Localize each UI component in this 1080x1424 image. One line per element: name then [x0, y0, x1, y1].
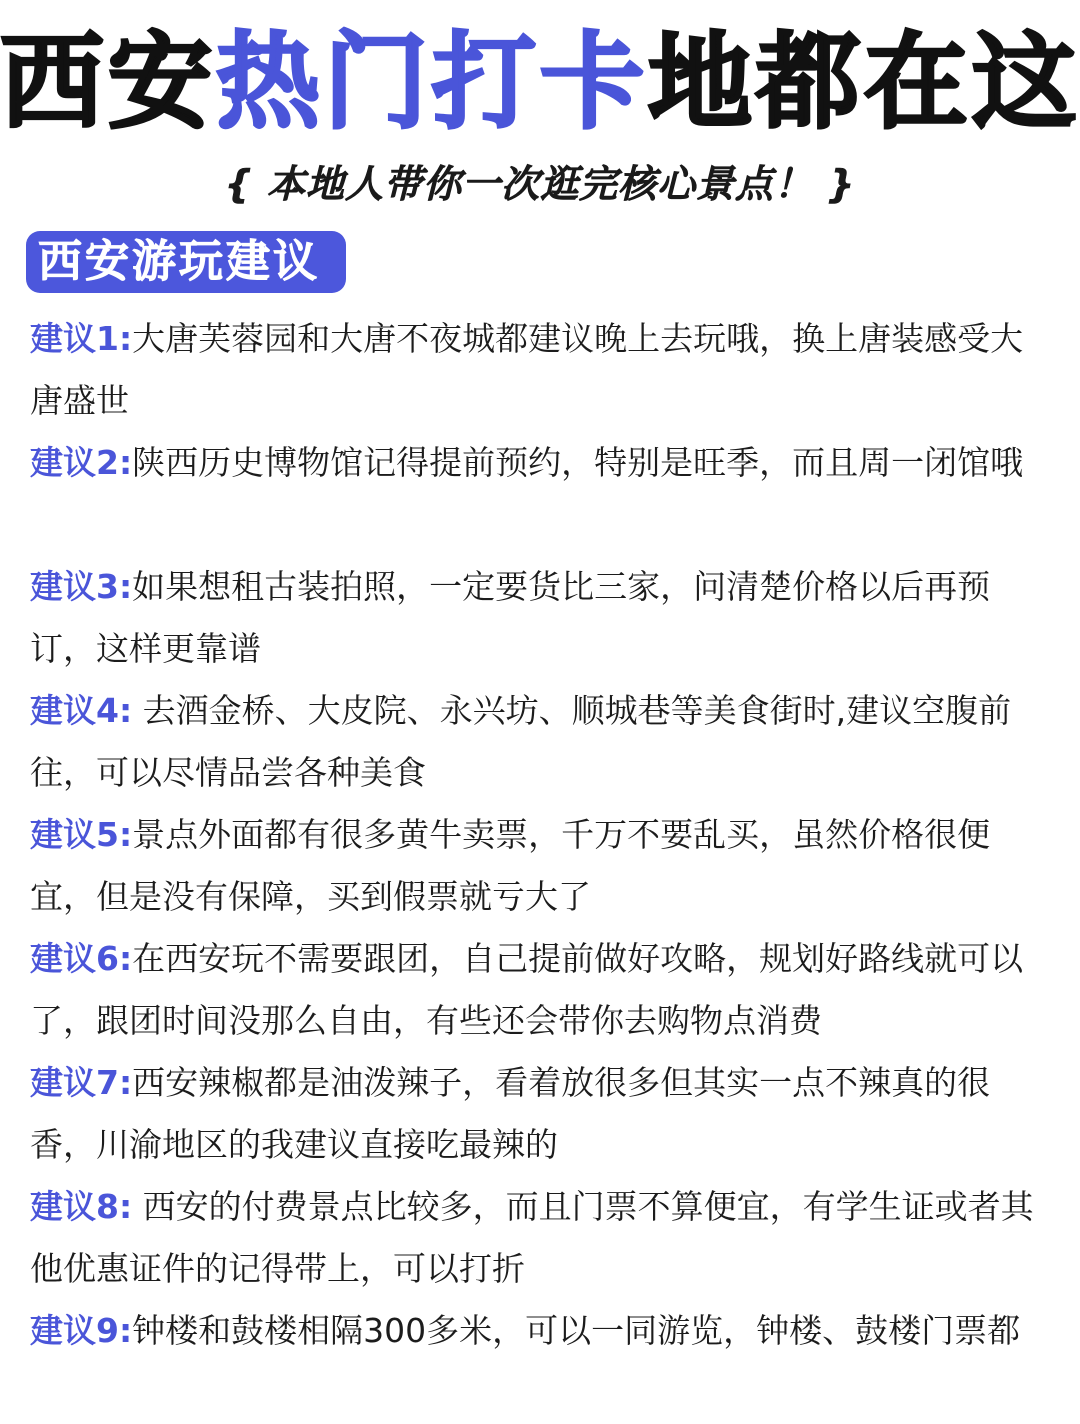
tip-label: 建议3:: [30, 567, 133, 606]
tip-item-4: [30, 680, 1050, 804]
tip-text: 钟楼和鼓楼相隔300多米，可以一同游览，钟楼、鼓楼门票都: [132, 1311, 1021, 1350]
tip-label: 建议4:: [30, 691, 133, 730]
tip-label: 建议5:: [30, 815, 133, 854]
tip-text: 如果想租古装拍照，一定要货比三家，问清楚价格以后再预订，这样更靠谱: [30, 567, 991, 668]
tip-text: 西安辣椒都是油泼辣子，看着放很多但其实一点不辣真的很香，川渝地区的我建议直接吃最辣的: [30, 1063, 991, 1164]
tip-label: 建议2:: [30, 443, 133, 482]
tip-item-7: [30, 1052, 1050, 1176]
tip-text: 去酒金桥、大皮院、永兴坊、顺城巷等美食街时,建议空腹前往，可以尽情品尝各种美食: [30, 691, 1012, 792]
tip-label: 建议8:: [30, 1187, 133, 1226]
tip-item-2: [30, 432, 1050, 556]
tip-text: 景点外面都有很多黄牛卖票，千万不要乱买，虽然价格很便宜，但是没有保障，买到假票就亏大了: [30, 815, 991, 916]
page-subtitle: { 本地人带你一次逛完核心景点！ }: [224, 162, 856, 206]
tips-list: [30, 308, 1050, 1424]
tip-text: 大唐芙蓉园和大唐不夜城都建议晚上去玩哦，换上唐装感受大唐盛世: [30, 319, 1024, 420]
tip-text: 陕西历史博物馆记得提前预约，特别是旺季，而且周一闭馆哦: [132, 443, 1024, 482]
title-part-3: 地都在这: [648, 21, 1080, 143]
tip-item-1: [30, 308, 1050, 432]
section-heading-text: 西安游玩建议: [38, 236, 320, 287]
section-heading-badge: [26, 231, 346, 293]
tip-text: 在西安玩不需要跟团，自己提前做好攻略，规划好路线就可以了，跟团时间没那么自由，有些还会带你去购物点消费: [30, 939, 1024, 1040]
tip-item-5: [30, 804, 1050, 928]
tip-item-6: [30, 928, 1050, 1052]
title-part-2: 热门打卡: [216, 21, 649, 143]
page-title: [0, 22, 1080, 142]
tip-label: 建议6:: [30, 939, 133, 978]
tip-item-8: [30, 1176, 1050, 1300]
tip-item-3: [30, 556, 1050, 680]
tip-item-9: [30, 1300, 1050, 1424]
tip-text: 西安的付费景点比较多，而且门票不算便宜，有学生证或者其他优惠证件的记得带上，可以打折: [30, 1187, 1034, 1288]
tip-label: 建议1:: [30, 319, 133, 358]
title-part-1: 西安: [0, 21, 217, 143]
tip-label: 建议9:: [30, 1311, 133, 1350]
tip-label: 建议7:: [30, 1063, 133, 1102]
